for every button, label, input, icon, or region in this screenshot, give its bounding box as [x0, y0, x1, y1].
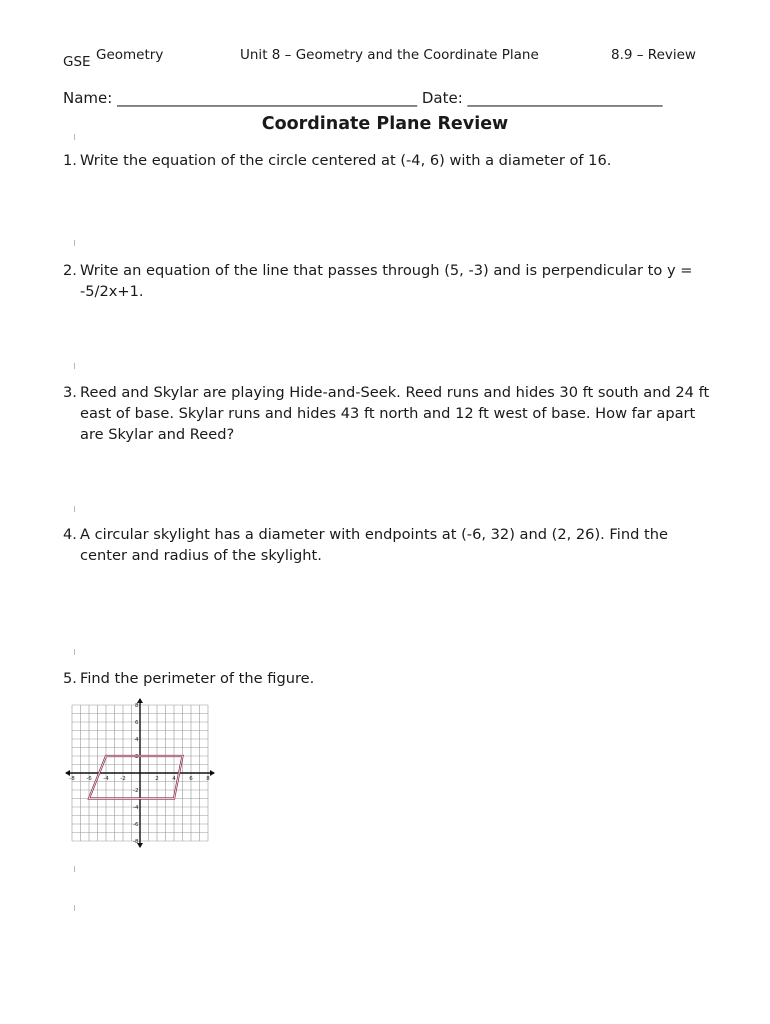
x-tick-label: 6: [189, 776, 193, 782]
question-1: [63, 150, 713, 171]
question-5: [63, 668, 713, 689]
student-info-line: [63, 89, 663, 107]
y-tick-label: -6: [133, 822, 139, 828]
section-label: 8.9 – Review: [611, 47, 696, 63]
question-2: [63, 260, 713, 302]
x-tick-label: 8: [206, 776, 210, 782]
margin-mark: [74, 134, 75, 140]
margin-mark: [74, 506, 75, 512]
x-tick-label: -8: [69, 776, 75, 782]
question-number: 1.: [63, 152, 77, 169]
x-tick-label: 4: [172, 776, 176, 782]
x-axis-arrow-right: [210, 770, 215, 776]
course-name: Geometry: [96, 47, 164, 63]
y-tick-label: -8: [133, 839, 139, 845]
question-text: Write the equation of the circle centered at (-4, 6) with a diameter of 16.: [80, 152, 612, 169]
x-tick-label: -6: [86, 776, 92, 782]
margin-mark: [74, 363, 75, 369]
course-prefix: GSE: [63, 54, 91, 70]
unit-title: Unit 8 – Geometry and the Coordinate Plane: [240, 47, 539, 63]
x-tick-label: 2: [155, 776, 159, 782]
y-tick-label: -2: [133, 788, 139, 794]
margin-mark: [74, 866, 75, 872]
question-number: 4.: [63, 526, 77, 543]
question-text: Write an equation of the line that passes through (5, -3) and is perpendicular to y = -5/2x+1.: [80, 262, 693, 300]
margin-mark: [74, 240, 75, 246]
x-tick-label: -4: [103, 776, 109, 782]
margin-mark: [74, 649, 75, 655]
y-tick-label: 4: [135, 737, 139, 743]
question-3: [63, 382, 713, 445]
y-tick-label: 2: [135, 754, 139, 760]
question-number: 2.: [63, 262, 77, 279]
margin-mark: [74, 905, 75, 911]
y-tick-label: 6: [135, 720, 139, 726]
x-tick-label: -2: [120, 776, 126, 782]
question-4: [63, 524, 713, 566]
name-field[interactable]: Name: ________________________________________: [63, 89, 418, 107]
page-title: Coordinate Plane Review: [261, 114, 509, 134]
question-text: Reed and Skylar are playing Hide-and-Seek. Reed runs and hides 30 ft south and 24 ft east of base. Skylar runs and hides 43 ft north and 12 ft west of base. How far apart are Skylar and Reed?: [80, 384, 710, 443]
question-text: A circular skylight has a diameter with endpoints at (-6, 32) and (2, 26). Find the center and radius of the skylight.: [80, 526, 668, 564]
question-text: Find the perimeter of the figure.: [80, 670, 315, 687]
question-number: 3.: [63, 384, 77, 401]
coordinate-grid-figure: [63, 693, 219, 853]
y-tick-label: -4: [133, 805, 139, 811]
date-field[interactable]: Date: __________________________: [421, 89, 663, 107]
question-number: 5.: [63, 670, 77, 687]
y-tick-label: 8: [135, 703, 139, 709]
